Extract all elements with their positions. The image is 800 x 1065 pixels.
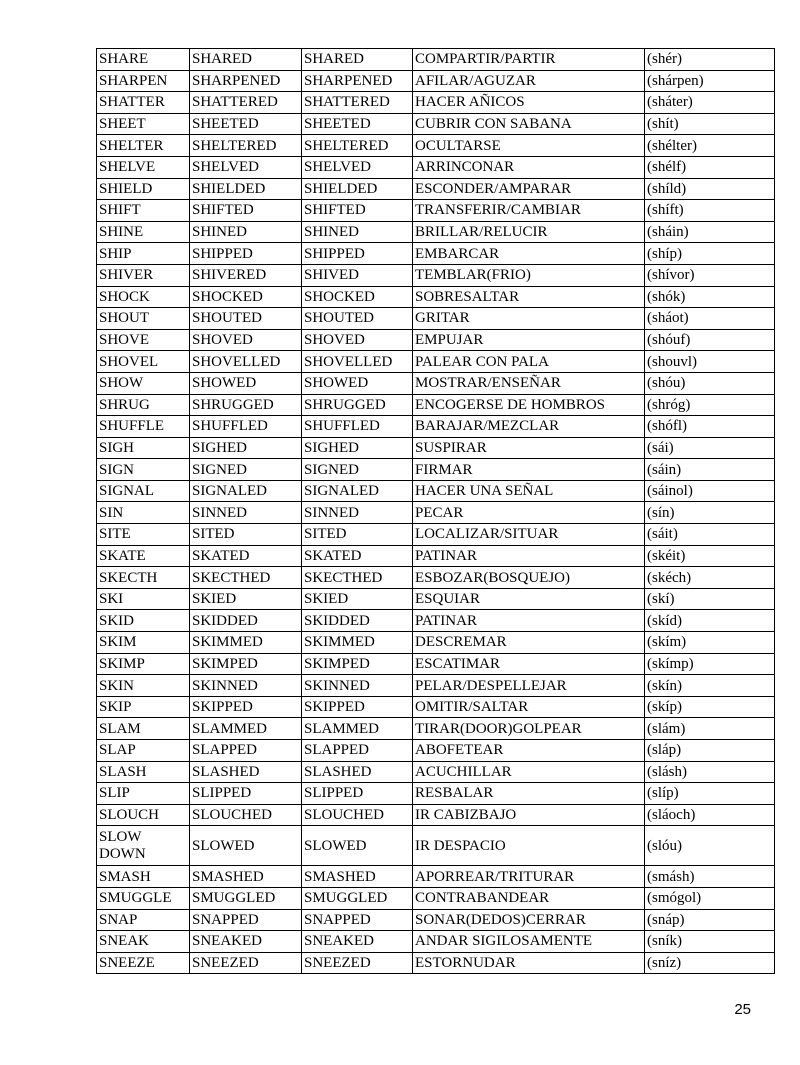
- table-row: [97, 826, 775, 866]
- table-row: [97, 524, 775, 546]
- table-row: [97, 264, 775, 286]
- spanish-translation-cell: ESCATIMAR: [413, 653, 645, 675]
- past-tense-cell: SHATTERED: [190, 92, 302, 114]
- spanish-translation-cell: CUBRIR CON SABANA: [413, 113, 645, 135]
- table-row: [97, 286, 775, 308]
- past-participle-cell: SNAPPED: [302, 909, 413, 931]
- table-row: [97, 372, 775, 394]
- past-participle-cell: SLIPPED: [302, 783, 413, 805]
- past-participle-cell: SHOVELLED: [302, 351, 413, 373]
- past-tense-cell: SHARED: [190, 49, 302, 71]
- pronunciation-cell: (slíp): [645, 783, 775, 805]
- base-form-cell: SITE: [97, 524, 190, 546]
- base-form-cell: SLAP: [97, 740, 190, 762]
- spanish-translation-cell: LOCALIZAR/SITUAR: [413, 524, 645, 546]
- past-participle-cell: SHELTERED: [302, 135, 413, 157]
- spanish-translation-cell: ESQUIAR: [413, 588, 645, 610]
- past-tense-cell: SLIPPED: [190, 783, 302, 805]
- table-row: [97, 70, 775, 92]
- past-participle-cell: SHARPENED: [302, 70, 413, 92]
- table-row: [97, 718, 775, 740]
- past-tense-cell: SLASHED: [190, 761, 302, 783]
- base-form-cell: SHUFFLE: [97, 416, 190, 438]
- past-tense-cell: SNEEZED: [190, 952, 302, 974]
- base-form-cell: SIGN: [97, 459, 190, 481]
- spanish-translation-cell: OMITIR/SALTAR: [413, 696, 645, 718]
- base-form-cell: SLASH: [97, 761, 190, 783]
- table-row: [97, 783, 775, 805]
- table-row: [97, 761, 775, 783]
- table-row: [97, 49, 775, 71]
- past-participle-cell: SMUGGLED: [302, 887, 413, 909]
- spanish-translation-cell: SOBRESALTAR: [413, 286, 645, 308]
- past-tense-cell: SINNED: [190, 502, 302, 524]
- past-participle-cell: SLOWED: [302, 826, 413, 866]
- pronunciation-cell: (sáinol): [645, 480, 775, 502]
- past-participle-cell: SLAMMED: [302, 718, 413, 740]
- table-row: [97, 632, 775, 654]
- spanish-translation-cell: BARAJAR/MEZCLAR: [413, 416, 645, 438]
- past-tense-cell: SKIMMED: [190, 632, 302, 654]
- spanish-translation-cell: SUSPIRAR: [413, 437, 645, 459]
- spanish-translation-cell: EMBARCAR: [413, 243, 645, 265]
- spanish-translation-cell: PATINAR: [413, 610, 645, 632]
- spanish-translation-cell: ACUCHILLAR: [413, 761, 645, 783]
- base-form-cell: SHIFT: [97, 200, 190, 222]
- pronunciation-cell: (sláoch): [645, 804, 775, 826]
- pronunciation-cell: (sník): [645, 931, 775, 953]
- past-participle-cell: SHOUTED: [302, 308, 413, 330]
- table-row: [97, 567, 775, 589]
- past-tense-cell: SLAMMED: [190, 718, 302, 740]
- base-form-cell: SHELTER: [97, 135, 190, 157]
- table-row: [97, 804, 775, 826]
- past-participle-cell: SHIPPED: [302, 243, 413, 265]
- spanish-translation-cell: TEMBLAR(FRIO): [413, 264, 645, 286]
- table-row: [97, 866, 775, 888]
- table-row: [97, 416, 775, 438]
- past-tense-cell: SLAPPED: [190, 740, 302, 762]
- spanish-translation-cell: FIRMAR: [413, 459, 645, 481]
- verb-table: [96, 48, 775, 974]
- spanish-translation-cell: TIRAR(DOOR)GOLPEAR: [413, 718, 645, 740]
- pronunciation-cell: (skéch): [645, 567, 775, 589]
- past-participle-cell: SHOVED: [302, 329, 413, 351]
- spanish-translation-cell: ESCONDER/AMPARAR: [413, 178, 645, 200]
- base-form-cell: SKI: [97, 588, 190, 610]
- base-form-cell: SHINE: [97, 221, 190, 243]
- past-participle-cell: SMASHED: [302, 866, 413, 888]
- pronunciation-cell: (shélter): [645, 135, 775, 157]
- past-tense-cell: SHOUTED: [190, 308, 302, 330]
- pronunciation-cell: (skéit): [645, 545, 775, 567]
- past-participle-cell: SKIED: [302, 588, 413, 610]
- past-participle-cell: SHIFTED: [302, 200, 413, 222]
- table-row: [97, 156, 775, 178]
- past-participle-cell: SKECTHED: [302, 567, 413, 589]
- past-tense-cell: SNAPPED: [190, 909, 302, 931]
- past-tense-cell: SIGNED: [190, 459, 302, 481]
- base-form-cell: SIGH: [97, 437, 190, 459]
- pronunciation-cell: (skímp): [645, 653, 775, 675]
- base-form-cell: SIGNAL: [97, 480, 190, 502]
- spanish-translation-cell: PATINAR: [413, 545, 645, 567]
- spanish-translation-cell: HACER UNA SEÑAL: [413, 480, 645, 502]
- base-form-cell: SKIM: [97, 632, 190, 654]
- pronunciation-cell: (shróg): [645, 394, 775, 416]
- past-tense-cell: SKIMPED: [190, 653, 302, 675]
- past-participle-cell: SKIDDED: [302, 610, 413, 632]
- past-participle-cell: SHIVED: [302, 264, 413, 286]
- past-tense-cell: SMUGGLED: [190, 887, 302, 909]
- spanish-translation-cell: APORREAR/TRITURAR: [413, 866, 645, 888]
- past-participle-cell: SITED: [302, 524, 413, 546]
- base-form-cell: SKECTH: [97, 567, 190, 589]
- pronunciation-cell: (snáp): [645, 909, 775, 931]
- table-row: [97, 887, 775, 909]
- pronunciation-cell: (sháin): [645, 221, 775, 243]
- spanish-translation-cell: IR CABIZBAJO: [413, 804, 645, 826]
- table-row: [97, 952, 775, 974]
- base-form-cell: SHATTER: [97, 92, 190, 114]
- table-row: [97, 308, 775, 330]
- base-form-cell: SLIP: [97, 783, 190, 805]
- pronunciation-cell: (sáin): [645, 459, 775, 481]
- spanish-translation-cell: PELAR/DESPELLEJAR: [413, 675, 645, 697]
- past-tense-cell: SHOVED: [190, 329, 302, 351]
- past-participle-cell: SHARED: [302, 49, 413, 71]
- table-row: [97, 653, 775, 675]
- base-form-cell: SHOW: [97, 372, 190, 394]
- past-participle-cell: SHOCKED: [302, 286, 413, 308]
- past-tense-cell: SKIDDED: [190, 610, 302, 632]
- past-tense-cell: SHIPPED: [190, 243, 302, 265]
- spanish-translation-cell: ESTORNUDAR: [413, 952, 645, 974]
- past-tense-cell: SNEAKED: [190, 931, 302, 953]
- past-tense-cell: SHINED: [190, 221, 302, 243]
- pronunciation-cell: (shófl): [645, 416, 775, 438]
- pronunciation-cell: (smógol): [645, 887, 775, 909]
- base-form-cell: SHELVE: [97, 156, 190, 178]
- table-row: [97, 610, 775, 632]
- table-row: [97, 588, 775, 610]
- table-row: [97, 696, 775, 718]
- spanish-translation-cell: ARRINCONAR: [413, 156, 645, 178]
- table-row: [97, 351, 775, 373]
- pronunciation-cell: (sáit): [645, 524, 775, 546]
- base-form-cell: SKID: [97, 610, 190, 632]
- past-tense-cell: SKECTHED: [190, 567, 302, 589]
- past-participle-cell: SIGHED: [302, 437, 413, 459]
- base-form-cell: SMASH: [97, 866, 190, 888]
- past-participle-cell: SKINNED: [302, 675, 413, 697]
- base-form-cell: SHIELD: [97, 178, 190, 200]
- pronunciation-cell: (sái): [645, 437, 775, 459]
- spanish-translation-cell: ENCOGERSE DE HOMBROS: [413, 394, 645, 416]
- spanish-translation-cell: CONTRABANDEAR: [413, 887, 645, 909]
- pronunciation-cell: (shíp): [645, 243, 775, 265]
- past-tense-cell: SHIVERED: [190, 264, 302, 286]
- pronunciation-cell: (shélf): [645, 156, 775, 178]
- past-tense-cell: SIGNALED: [190, 480, 302, 502]
- base-form-cell: SNEAK: [97, 931, 190, 953]
- pronunciation-cell: (shér): [645, 49, 775, 71]
- pronunciation-cell: (slóu): [645, 826, 775, 866]
- spanish-translation-cell: HACER AÑICOS: [413, 92, 645, 114]
- past-tense-cell: SHELTERED: [190, 135, 302, 157]
- table-row: [97, 437, 775, 459]
- pronunciation-cell: (shóu): [645, 372, 775, 394]
- pronunciation-cell: (shíft): [645, 200, 775, 222]
- base-form-cell: SHOVE: [97, 329, 190, 351]
- base-form-cell: SNEEZE: [97, 952, 190, 974]
- past-participle-cell: SLAPPED: [302, 740, 413, 762]
- pronunciation-cell: (skín): [645, 675, 775, 697]
- table-row: [97, 502, 775, 524]
- base-form-cell: SKATE: [97, 545, 190, 567]
- table-row: [97, 459, 775, 481]
- past-participle-cell: SHELVED: [302, 156, 413, 178]
- base-form-cell: SKIN: [97, 675, 190, 697]
- base-form-cell: SHEET: [97, 113, 190, 135]
- past-participle-cell: SHIELDED: [302, 178, 413, 200]
- spanish-translation-cell: SONAR(DEDOS)CERRAR: [413, 909, 645, 931]
- base-form-cell: SHIP: [97, 243, 190, 265]
- spanish-translation-cell: COMPARTIR/PARTIR: [413, 49, 645, 71]
- past-participle-cell: SKATED: [302, 545, 413, 567]
- spanish-translation-cell: DESCREMAR: [413, 632, 645, 654]
- base-form-cell: SLOUCH: [97, 804, 190, 826]
- spanish-translation-cell: PALEAR CON PALA: [413, 351, 645, 373]
- past-tense-cell: SHOCKED: [190, 286, 302, 308]
- past-participle-cell: SIGNED: [302, 459, 413, 481]
- table-row: [97, 92, 775, 114]
- table-row: [97, 178, 775, 200]
- past-participle-cell: SKIPPED: [302, 696, 413, 718]
- past-participle-cell: SLASHED: [302, 761, 413, 783]
- spanish-translation-cell: RESBALAR: [413, 783, 645, 805]
- past-tense-cell: SHELVED: [190, 156, 302, 178]
- past-tense-cell: SHIFTED: [190, 200, 302, 222]
- base-form-cell: SHOVEL: [97, 351, 190, 373]
- pronunciation-cell: (shouvl): [645, 351, 775, 373]
- table-row: [97, 740, 775, 762]
- past-participle-cell: SINNED: [302, 502, 413, 524]
- table-row: [97, 200, 775, 222]
- spanish-translation-cell: ESBOZAR(BOSQUEJO): [413, 567, 645, 589]
- base-form-cell: SKIMP: [97, 653, 190, 675]
- base-form-cell: SHARE: [97, 49, 190, 71]
- pronunciation-cell: (shívor): [645, 264, 775, 286]
- pronunciation-cell: (sháot): [645, 308, 775, 330]
- base-form-cell: SHOUT: [97, 308, 190, 330]
- base-form-cell: SLAM: [97, 718, 190, 740]
- verb-table-body: [97, 49, 775, 974]
- pronunciation-cell: (sháter): [645, 92, 775, 114]
- past-participle-cell: SNEAKED: [302, 931, 413, 953]
- table-row: [97, 480, 775, 502]
- table-row: [97, 675, 775, 697]
- past-participle-cell: SHUFFLED: [302, 416, 413, 438]
- table-row: [97, 394, 775, 416]
- pronunciation-cell: (shóuf): [645, 329, 775, 351]
- past-tense-cell: SHARPENED: [190, 70, 302, 92]
- spanish-translation-cell: TRANSFERIR/CAMBIAR: [413, 200, 645, 222]
- pronunciation-cell: (sín): [645, 502, 775, 524]
- past-tense-cell: SLOUCHED: [190, 804, 302, 826]
- spanish-translation-cell: EMPUJAR: [413, 329, 645, 351]
- spanish-translation-cell: OCULTARSE: [413, 135, 645, 157]
- pronunciation-cell: (shíld): [645, 178, 775, 200]
- past-tense-cell: SKINNED: [190, 675, 302, 697]
- base-form-cell: SNAP: [97, 909, 190, 931]
- table-row: [97, 135, 775, 157]
- past-participle-cell: SHRUGGED: [302, 394, 413, 416]
- pronunciation-cell: (sníz): [645, 952, 775, 974]
- pronunciation-cell: (smásh): [645, 866, 775, 888]
- past-participle-cell: SHATTERED: [302, 92, 413, 114]
- past-participle-cell: SLOUCHED: [302, 804, 413, 826]
- past-tense-cell: SKATED: [190, 545, 302, 567]
- past-tense-cell: SHUFFLED: [190, 416, 302, 438]
- pronunciation-cell: (shók): [645, 286, 775, 308]
- spanish-translation-cell: AFILAR/AGUZAR: [413, 70, 645, 92]
- past-tense-cell: SLOWED: [190, 826, 302, 866]
- past-tense-cell: SMASHED: [190, 866, 302, 888]
- spanish-translation-cell: GRITAR: [413, 308, 645, 330]
- table-row: [97, 243, 775, 265]
- past-tense-cell: SKIPPED: [190, 696, 302, 718]
- table-row: [97, 329, 775, 351]
- base-form-cell: SHARPEN: [97, 70, 190, 92]
- past-participle-cell: SHEETED: [302, 113, 413, 135]
- past-participle-cell: SKIMPED: [302, 653, 413, 675]
- spanish-translation-cell: BRILLAR/RELUCIR: [413, 221, 645, 243]
- past-tense-cell: SHIELDED: [190, 178, 302, 200]
- past-tense-cell: SHOVELLED: [190, 351, 302, 373]
- pronunciation-cell: (slám): [645, 718, 775, 740]
- table-row: [97, 909, 775, 931]
- spanish-translation-cell: MOSTRAR/ENSEÑAR: [413, 372, 645, 394]
- table-row: [97, 221, 775, 243]
- past-participle-cell: SIGNALED: [302, 480, 413, 502]
- past-participle-cell: SHOWED: [302, 372, 413, 394]
- past-tense-cell: SHRUGGED: [190, 394, 302, 416]
- base-form-cell: SHRUG: [97, 394, 190, 416]
- pronunciation-cell: (shárpen): [645, 70, 775, 92]
- past-tense-cell: SIGHED: [190, 437, 302, 459]
- base-form-cell: SIN: [97, 502, 190, 524]
- table-row: [97, 931, 775, 953]
- pronunciation-cell: (skíd): [645, 610, 775, 632]
- table-row: [97, 113, 775, 135]
- spanish-translation-cell: ANDAR SIGILOSAMENTE: [413, 931, 645, 953]
- table-row: [97, 545, 775, 567]
- pronunciation-cell: (sláp): [645, 740, 775, 762]
- base-form-cell: SMUGGLE: [97, 887, 190, 909]
- pronunciation-cell: (slásh): [645, 761, 775, 783]
- base-form-cell: SHIVER: [97, 264, 190, 286]
- spanish-translation-cell: PECAR: [413, 502, 645, 524]
- past-tense-cell: SITED: [190, 524, 302, 546]
- past-participle-cell: SHINED: [302, 221, 413, 243]
- page-number: 25: [734, 1001, 751, 1018]
- pronunciation-cell: (shít): [645, 113, 775, 135]
- pronunciation-cell: (skím): [645, 632, 775, 654]
- spanish-translation-cell: ABOFETEAR: [413, 740, 645, 762]
- base-form-cell: SKIP: [97, 696, 190, 718]
- pronunciation-cell: (skí): [645, 588, 775, 610]
- past-tense-cell: SHEETED: [190, 113, 302, 135]
- base-form-cell: SLOW DOWN: [97, 826, 190, 866]
- pronunciation-cell: (skíp): [645, 696, 775, 718]
- past-tense-cell: SKIED: [190, 588, 302, 610]
- base-form-cell: SHOCK: [97, 286, 190, 308]
- past-tense-cell: SHOWED: [190, 372, 302, 394]
- past-participle-cell: SNEEZED: [302, 952, 413, 974]
- spanish-translation-cell: IR DESPACIO: [413, 826, 645, 866]
- past-participle-cell: SKIMMED: [302, 632, 413, 654]
